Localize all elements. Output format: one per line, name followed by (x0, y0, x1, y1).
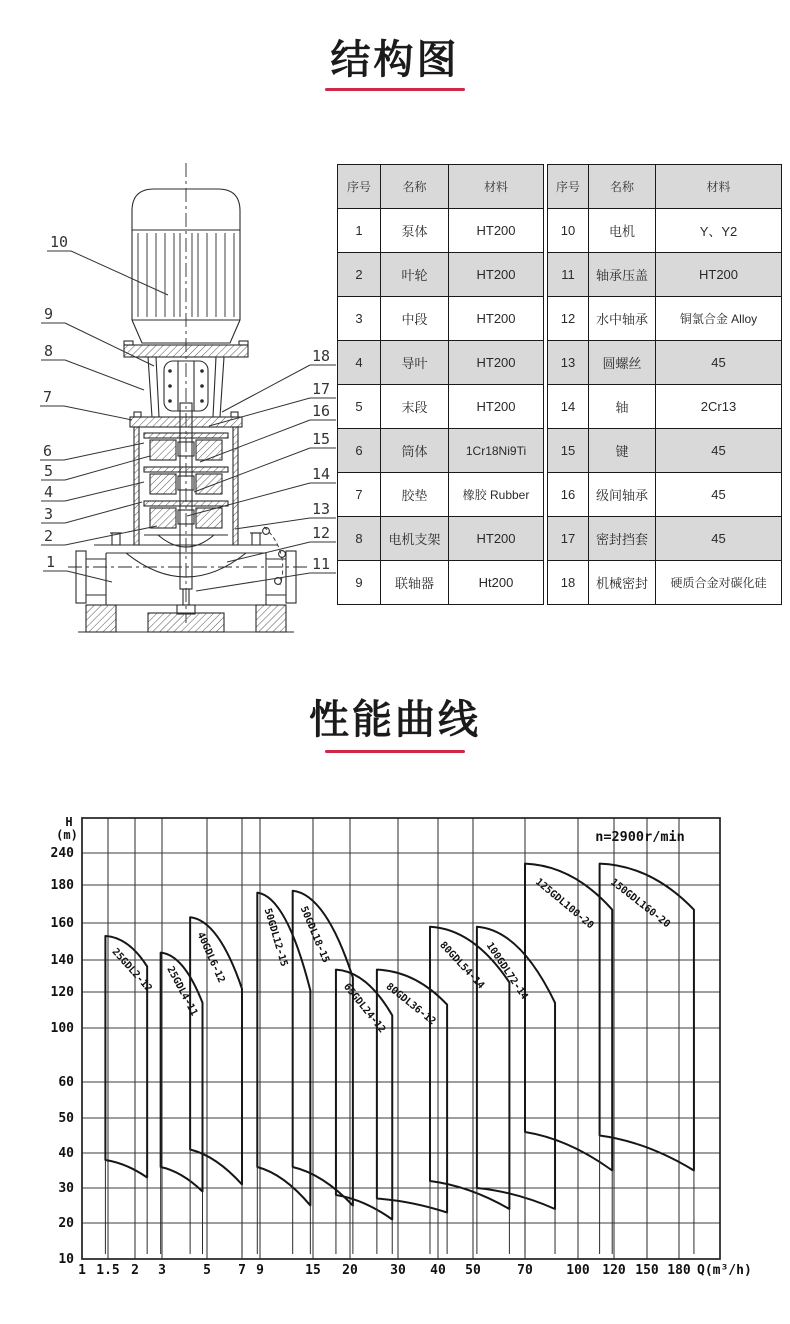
table-row (548, 561, 782, 605)
callout-leader (64, 406, 132, 420)
envelope-label: 25GDL2-12 (109, 946, 154, 995)
pump-drawing-lines (68, 163, 308, 632)
table-header-cell: 材料 (449, 165, 544, 209)
callout-6 (40, 442, 144, 460)
table-cell: 1Cr18Ni9Ti (449, 429, 544, 473)
table-cell: 45 (656, 429, 782, 473)
callout-leader (71, 251, 168, 295)
callout-number: 18 (312, 347, 331, 365)
structure-section-title: 结构图 (330, 37, 460, 83)
callout-number: 2 (44, 527, 54, 545)
callout-number: 16 (312, 402, 331, 420)
table-cell: 末段 (381, 385, 449, 429)
table-cell: 13 (548, 341, 589, 385)
table-cell: 导叶 (381, 341, 449, 385)
pump-envelopes (105, 864, 694, 1254)
callout-number: 8 (44, 342, 54, 360)
table-cell: 6 (338, 429, 381, 473)
table-cell: 硬质合金对碳化硅 (656, 561, 782, 605)
x-tick-label: 7 (238, 1263, 246, 1278)
pump-envelope-80GDL54-14 (430, 927, 509, 1254)
table-cell: 14 (548, 385, 589, 429)
y-axis-unit: (m) (56, 828, 78, 842)
table-row (548, 429, 782, 473)
table-cell: 泵体 (381, 209, 449, 253)
table-cell: 电机 (589, 209, 656, 253)
y-tick-label: 20 (58, 1216, 74, 1231)
table-row (338, 429, 544, 473)
callout-7 (40, 388, 132, 420)
x-tick-label: 15 (305, 1263, 321, 1278)
callout-number: 6 (43, 442, 53, 460)
callout-number: 3 (44, 505, 54, 523)
table-row (338, 385, 544, 429)
table-cell: 15 (548, 429, 589, 473)
table-cell: HT200 (656, 253, 782, 297)
pump-envelope-25GDL4-11 (161, 953, 203, 1254)
callout-leader (235, 518, 310, 529)
table-row (548, 341, 782, 385)
callout-2 (41, 526, 157, 545)
table-cell: Y、Y2 (656, 209, 782, 253)
x-tick-label: 40 (430, 1263, 446, 1278)
table-cell: 11 (548, 253, 589, 297)
x-axis-label: Q(m³/h) (697, 1263, 752, 1278)
y-tick-label: 120 (50, 985, 74, 1000)
table-cell: 12 (548, 297, 589, 341)
table-cell: 键 (589, 429, 656, 473)
table-cell: 9 (338, 561, 381, 605)
table-cell: 45 (656, 473, 782, 517)
table-row (548, 473, 782, 517)
table-cell: 筒体 (381, 429, 449, 473)
envelope-label: 150GDL160-20 (608, 877, 673, 931)
pump-envelope-100GDL72-14 (477, 927, 555, 1254)
pump-structure-diagram (28, 155, 340, 641)
table-row (338, 561, 544, 605)
y-tick-label: 50 (58, 1111, 74, 1126)
x-tick-label: 1.5 (96, 1263, 120, 1278)
table-cell: 级间轴承 (589, 473, 656, 517)
parts-table-right (547, 164, 782, 605)
table-cell: 16 (548, 473, 589, 517)
table-cell: HT200 (449, 385, 544, 429)
table-row (548, 517, 782, 561)
table-cell: 联轴器 (381, 561, 449, 605)
y-tick-label: 30 (58, 1181, 74, 1196)
callout-leader (67, 571, 112, 582)
table-row (338, 209, 544, 253)
callout-number: 15 (312, 430, 331, 448)
table-cell: 轴承压盖 (589, 253, 656, 297)
envelope-label: 80GDL36-12 (383, 981, 438, 1028)
y-tick-label: 10 (58, 1252, 74, 1267)
table-cell: 17 (548, 517, 589, 561)
table-cell: 铜氯合金 Alloy (656, 297, 782, 341)
x-tick-label: 50 (465, 1263, 481, 1278)
y-axis-label: H (65, 815, 73, 829)
speed-annotation: n=2900r/min (595, 829, 685, 845)
x-tick-label: 120 (602, 1263, 626, 1278)
table-cell: Ht200 (449, 561, 544, 605)
table-cell: 45 (656, 517, 782, 561)
performance-title-underline (325, 750, 465, 753)
pump-envelope-50GDL18-15 (293, 891, 353, 1254)
table-header-cell: 名称 (381, 165, 449, 209)
envelope-label: 25GDL4-11 (164, 964, 200, 1018)
envelope-label: 100GDL72-14 (483, 940, 530, 1002)
table-row (548, 297, 782, 341)
table-cell: 轴 (589, 385, 656, 429)
table-header-cell: 名称 (589, 165, 656, 209)
table-row (338, 473, 544, 517)
callout-leader (65, 482, 144, 501)
x-tick-label: 5 (203, 1263, 211, 1278)
y-tick-label: 60 (58, 1075, 74, 1090)
table-cell: 橡胶 Rubber (449, 473, 544, 517)
table-cell: 45 (656, 341, 782, 385)
table-cell: 1 (338, 209, 381, 253)
y-tick-label: 240 (50, 846, 74, 861)
x-tick-label: 9 (256, 1263, 264, 1278)
table-cell: 4 (338, 341, 381, 385)
callout-number: 12 (312, 524, 331, 542)
callout-number: 5 (44, 462, 54, 480)
table-row (338, 297, 544, 341)
table-cell: 2 (338, 253, 381, 297)
x-tick-label: 2 (131, 1263, 139, 1278)
y-tick-label: 140 (50, 953, 74, 968)
callout-number: 11 (312, 555, 331, 573)
x-tick-label: 150 (635, 1263, 659, 1278)
table-cell: HT200 (449, 517, 544, 561)
table-header-cell: 材料 (656, 165, 782, 209)
y-tick-label: 160 (50, 916, 74, 931)
pump-callouts (40, 233, 336, 591)
table-row (548, 253, 782, 297)
x-tick-label: 100 (566, 1263, 590, 1278)
table-cell: 3 (338, 297, 381, 341)
callout-1 (43, 553, 112, 582)
callout-10 (47, 233, 168, 295)
callout-leader (65, 502, 142, 523)
callout-3 (41, 502, 142, 523)
y-tick-label: 100 (50, 1021, 74, 1036)
envelope-label: 50GDL18-15 (297, 904, 332, 965)
table-cell: 2Cr13 (656, 385, 782, 429)
structure-title-underline (325, 88, 465, 91)
table-cell: 8 (338, 517, 381, 561)
table-cell: 叶轮 (381, 253, 449, 297)
table-cell: 密封挡套 (589, 517, 656, 561)
callout-number: 7 (43, 388, 53, 406)
table-cell: 中段 (381, 297, 449, 341)
pump-envelope-25GDL2-12 (105, 936, 153, 1254)
table-row (338, 517, 544, 561)
table-cell: HT200 (449, 209, 544, 253)
callout-leader (65, 526, 157, 545)
table-cell: 水中轴承 (589, 297, 656, 341)
table-row (338, 341, 544, 385)
table-cell: HT200 (449, 297, 544, 341)
envelope-label: 40GDL6-12 (194, 930, 227, 985)
callout-number: 4 (44, 483, 54, 501)
envelope-label: 80GDL54-14 (437, 939, 487, 992)
callout-number: 14 (312, 465, 331, 483)
x-tick-label: 30 (390, 1263, 406, 1278)
table-header-cell: 序号 (338, 165, 381, 209)
table-row (548, 385, 782, 429)
callout-leader (209, 398, 310, 426)
table-cell: 机械密封 (589, 561, 656, 605)
callout-4 (41, 482, 144, 501)
table-cell: 电机支架 (381, 517, 449, 561)
envelope-outline (477, 927, 555, 1209)
table-cell: 7 (338, 473, 381, 517)
table-cell: HT200 (449, 253, 544, 297)
pump-envelope-50GDL12-15 (257, 893, 310, 1254)
callout-number: 1 (46, 553, 56, 571)
envelope-outline (257, 893, 310, 1206)
table-cell: 18 (548, 561, 589, 605)
envelope-label: 65GDL24-12 (341, 981, 388, 1036)
table-cell: 圆螺丝 (589, 341, 656, 385)
callout-leader (65, 360, 144, 390)
table-header-cell: 序号 (548, 165, 589, 209)
pump-envelope-80GDL36-12 (377, 970, 447, 1254)
callout-number: 13 (312, 500, 331, 518)
table-cell: 胶垫 (381, 473, 449, 517)
performance-section-title: 性能曲线 (309, 697, 481, 743)
envelope-label: 50GDL12-15 (261, 907, 290, 968)
x-tick-label: 20 (342, 1263, 358, 1278)
table-cell: HT200 (449, 341, 544, 385)
x-tick-label: 3 (158, 1263, 166, 1278)
callout-leader (196, 573, 310, 591)
callout-number: 9 (44, 305, 54, 323)
callout-number: 17 (312, 380, 331, 398)
callout-leader (64, 443, 144, 460)
x-tick-label: 180 (667, 1263, 691, 1278)
x-tick-label: 1 (78, 1263, 86, 1278)
parts-table-left (337, 164, 544, 605)
callout-number: 10 (50, 233, 69, 251)
pump-envelope-65GDL24-12 (336, 970, 392, 1254)
table-row (338, 253, 544, 297)
performance-chart (0, 810, 790, 1324)
pump-envelope-40GDL6-12 (190, 917, 242, 1254)
envelope-label: 125GDL100-20 (533, 876, 596, 932)
y-tick-label: 40 (58, 1146, 74, 1161)
x-tick-label: 70 (517, 1263, 533, 1278)
table-row (548, 209, 782, 253)
y-tick-label: 180 (50, 878, 74, 893)
table-cell: 10 (548, 209, 589, 253)
callout-leader (222, 365, 310, 412)
parts-tables (337, 164, 782, 605)
table-cell: 5 (338, 385, 381, 429)
